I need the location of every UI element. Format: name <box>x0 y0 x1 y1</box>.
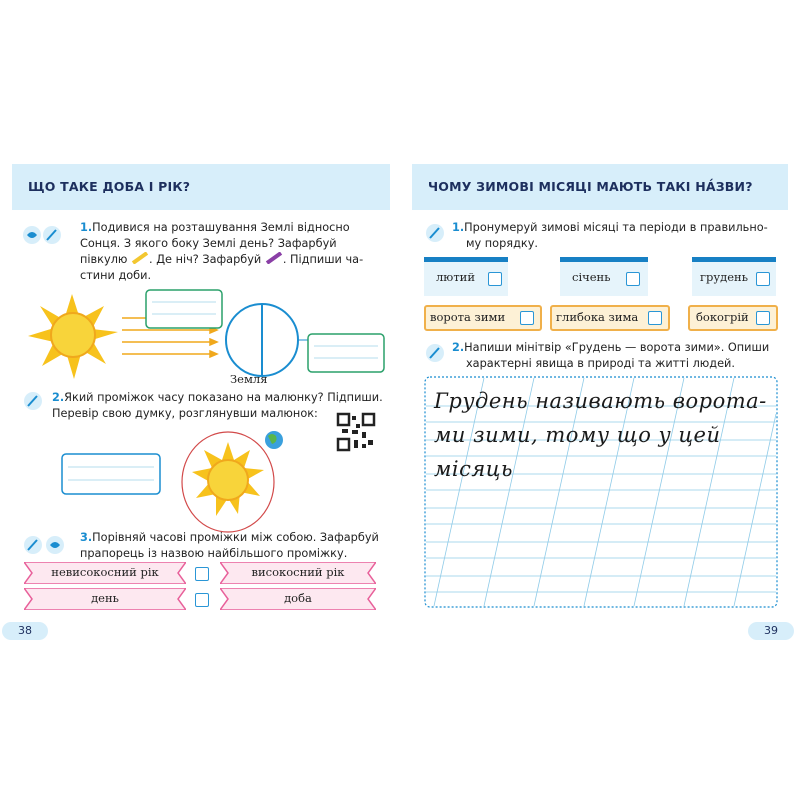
month-card-december <box>692 257 776 296</box>
task3-number: 3. <box>80 531 93 544</box>
month-label: грудень <box>700 270 748 284</box>
period-label: глибока зима <box>556 310 639 324</box>
task-type-icons <box>22 224 62 246</box>
sun-icon <box>192 442 264 516</box>
flag-label: доба <box>284 591 312 605</box>
sun-icon <box>28 294 118 379</box>
month-number-box[interactable] <box>756 272 770 286</box>
month-label: січень <box>572 270 611 284</box>
checkbox-non-leap-year[interactable] <box>195 567 209 581</box>
month-card-february <box>424 257 508 296</box>
task3-text <box>80 530 380 562</box>
task1-text <box>80 220 380 284</box>
period-card-gates-of-winter <box>424 305 542 331</box>
flag-leap-year[interactable] <box>220 562 376 584</box>
period-card-bokogriy <box>688 305 778 331</box>
period-label: бокогрій <box>696 310 749 324</box>
flag-label: невисокосний рік <box>51 565 159 579</box>
task1-number: 1. <box>80 221 93 234</box>
flag-full-day[interactable] <box>220 588 376 610</box>
flag-day[interactable] <box>24 588 186 610</box>
right-task2-line1: Напиши мінітвір «Грудень — ворота зими». Опиши <box>464 341 770 354</box>
qr-code-icon[interactable] <box>336 412 376 452</box>
right-header-title: ЧОМУ ЗИМОВІ МІСЯЦІ МАЮТЬ ТАКІ НА́ЗВИ? <box>428 179 753 194</box>
flag-label: високосний рік <box>251 565 345 579</box>
right-task2-line2: характерні явища в природі та житті людей. <box>466 357 735 370</box>
handwritten-answer <box>434 384 767 486</box>
answer-box-period[interactable] <box>62 454 160 494</box>
yellow-pencil-icon <box>131 252 149 264</box>
handwriting-line: Грудень називають ворота- <box>434 389 767 413</box>
month-card-january <box>560 257 648 296</box>
left-header-title: ЩО ТАКЕ ДОБА І РІК? <box>28 179 191 194</box>
month-label: лютий <box>436 270 476 284</box>
month-number-box[interactable] <box>626 272 640 286</box>
right-task1-line2: му порядку. <box>466 237 538 250</box>
checkbox-day[interactable] <box>195 593 209 607</box>
task2-number: 2. <box>52 391 65 404</box>
task3-line1: Порівняй часові проміжки між собою. Зафарбуй <box>92 531 379 544</box>
month-number-box[interactable] <box>488 272 502 286</box>
task1-line4: стини доби. <box>80 269 152 282</box>
period-label: ворота зими <box>430 310 506 324</box>
answer-box-day[interactable] <box>146 290 222 328</box>
right-task2-number: 2. <box>452 341 465 354</box>
task1-line1: Подивися на розташування Землі відносно <box>92 221 350 234</box>
flag-non-leap-year[interactable] <box>24 562 186 584</box>
flag-label: день <box>91 591 119 605</box>
right-task1-number: 1. <box>452 221 465 234</box>
right-task2-text <box>452 340 782 372</box>
earth-label: Земля <box>230 372 268 386</box>
right-page-number: 39 <box>748 622 794 640</box>
period-card-deep-winter <box>550 305 670 331</box>
pencil-icon <box>22 390 44 412</box>
right-page-header <box>412 164 788 210</box>
sun-earth-diagram <box>22 284 392 394</box>
left-page-number: 38 <box>2 622 48 640</box>
right-task1-text <box>452 220 782 252</box>
pencil-icon <box>424 222 446 244</box>
purple-pencil-icon <box>265 252 283 264</box>
handwriting-line: місяць <box>434 457 513 481</box>
task1-line2: Сонця. З якого боку Землі день? Зафарбуй <box>80 237 337 250</box>
pencil-icon <box>424 342 446 364</box>
earth-orbit-diagram <box>60 424 290 544</box>
left-page-header <box>12 164 390 210</box>
task-type-icons <box>22 534 66 556</box>
task3-line2: прапорець із назвою найбільшого проміжку. <box>80 547 348 560</box>
task1-line3b: . Де ніч? Зафарбуй <box>149 253 262 266</box>
right-page <box>412 164 788 650</box>
handwriting-line: ми зими, тому що у цей <box>434 423 721 447</box>
left-page <box>12 164 390 650</box>
task2-line1: Який проміжок часу показано на малюнку? Підпиши. <box>64 391 383 404</box>
period-number-box[interactable] <box>648 311 662 325</box>
right-task1-line1: Пронумеруй зимові місяці та періоди в правильно- <box>464 221 768 234</box>
task1-line3a: півкулю <box>80 253 128 266</box>
task1-line3c: . Підпиши ча- <box>282 253 364 266</box>
period-number-box[interactable] <box>520 311 534 325</box>
answer-box-night[interactable] <box>308 334 384 372</box>
period-number-box[interactable] <box>756 311 770 325</box>
task2-line2: Перевір свою думку, розглянувши малюнок: <box>52 407 318 420</box>
